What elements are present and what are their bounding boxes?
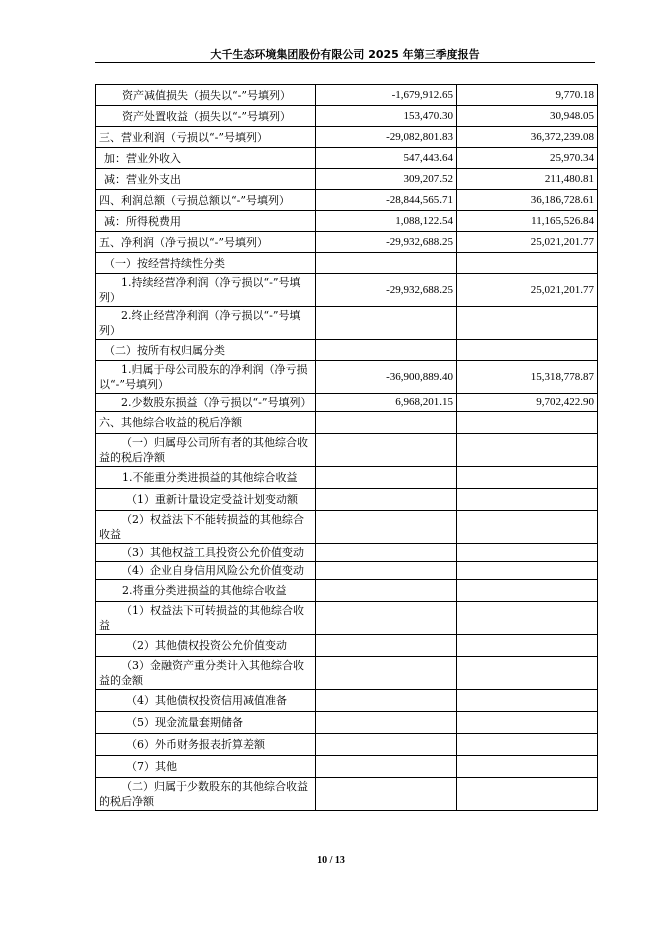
row-label: 三、营业利润（亏损以“-”号填列） [96,127,316,148]
table-row [96,635,598,657]
table-row [96,412,598,434]
prior-value: 25,021,201.77 [457,232,598,253]
prior-value: 30,948.05 [457,106,598,127]
table-row [96,232,598,253]
current-value [316,756,457,778]
prior-value [457,657,598,690]
current-value: 547,443.64 [316,148,457,169]
row-label: （6）外币财务报表折算差额 [96,734,316,756]
prior-value [457,690,598,712]
current-value [316,467,457,489]
table-row [96,562,598,580]
prior-value: 11,165,526.84 [457,211,598,232]
row-label: 1.不能重分类进损益的其他综合收益 [96,467,316,489]
prior-value [457,562,598,580]
table-row [96,85,598,106]
prior-value [457,602,598,635]
header-rule [95,62,595,63]
current-value [316,635,457,657]
current-value [316,690,457,712]
row-label: （3）金融资产重分类计入其他综合收益的金额 [96,657,316,690]
table-row [96,148,598,169]
prior-value [457,734,598,756]
row-label: （二）按所有权归属分类 [96,340,316,361]
row-label: 1.持续经营净利润（净亏损以“-”号填列） [96,274,316,307]
row-label: （7）其他 [96,756,316,778]
table-row [96,712,598,734]
prior-value [457,467,598,489]
row-label: （一）按经营持续性分类 [96,253,316,274]
row-label: 四、利润总额（亏损总额以“-”号填列） [96,190,316,211]
prior-value [457,307,598,340]
table-row [96,169,598,190]
table-row [96,394,598,412]
row-label: 2.终止经营净利润（净亏损以“-”号填列） [96,307,316,340]
table-row [96,467,598,489]
current-value: 1,088,122.54 [316,211,457,232]
current-value [316,562,457,580]
table-row [96,756,598,778]
row-label: （2）权益法下不能转损益的其他综合收益 [96,511,316,544]
prior-value: 211,480.81 [457,169,598,190]
row-label: 减：营业外支出 [96,169,316,190]
current-value [316,489,457,511]
prior-value: 25,021,201.77 [457,274,598,307]
prior-value [457,340,598,361]
current-value [316,580,457,602]
current-value: -29,082,801.83 [316,127,457,148]
table-row [96,511,598,544]
prior-value: 15,318,778.87 [457,361,598,394]
table-row [96,580,598,602]
current-value: -36,900,889.40 [316,361,457,394]
prior-value [457,756,598,778]
current-value: -1,679,912.65 [316,85,457,106]
prior-value [457,580,598,602]
current-value [316,734,457,756]
row-label: （二）归属于少数股东的其他综合收益的税后净额 [96,778,316,811]
income-statement-table [95,84,598,811]
table-row [96,361,598,394]
table-row [96,602,598,635]
current-value: -29,932,688.25 [316,274,457,307]
table-row [96,274,598,307]
row-label: 六、其他综合收益的税后净额 [96,412,316,434]
prior-value [457,712,598,734]
table-row [96,690,598,712]
table-row [96,434,598,467]
row-label: （4）企业自身信用风险公允价值变动 [96,562,316,580]
row-label: （一）归属母公司所有者的其他综合收益的税后净额 [96,434,316,467]
prior-value [457,489,598,511]
prior-value: 9,770.18 [457,85,598,106]
current-value [316,778,457,811]
current-value [316,657,457,690]
table-row [96,253,598,274]
table-row [96,489,598,511]
current-value: 309,207.52 [316,169,457,190]
table-row [96,734,598,756]
prior-value: 25,970.34 [457,148,598,169]
row-label: （1）重新计量设定受益计划变动额 [96,489,316,511]
current-value: 153,470.30 [316,106,457,127]
table-row [96,190,598,211]
current-value: -28,844,565.71 [316,190,457,211]
current-value: 6,968,201.15 [316,394,457,412]
prior-value: 9,702,422.90 [457,394,598,412]
table-row [96,211,598,232]
table-row [96,657,598,690]
current-value [316,340,457,361]
prior-value [457,511,598,544]
row-label: 加：营业外收入 [96,148,316,169]
row-label: 2.少数股东损益（净亏损以“-”号填列） [96,394,316,412]
current-value: -29,932,688.25 [316,232,457,253]
prior-value: 36,186,728.61 [457,190,598,211]
row-label: 减：所得税费用 [96,211,316,232]
table-row [96,106,598,127]
current-value [316,253,457,274]
prior-value [457,434,598,467]
row-label: 资产减值损失（损失以“-”号填列） [96,85,316,106]
current-value [316,712,457,734]
prior-value [457,412,598,434]
row-label: （5）现金流量套期储备 [96,712,316,734]
table-row [96,544,598,562]
current-value [316,544,457,562]
prior-value [457,635,598,657]
prior-value [457,253,598,274]
row-label: 1.归属于母公司股东的净利润（净亏损以“-”号填列） [96,361,316,394]
row-label: （1）权益法下可转损益的其他综合收益 [96,602,316,635]
prior-value [457,544,598,562]
row-label: 资产处置收益（损失以“-”号填列） [96,106,316,127]
report-header-title: 大千生态环境集团股份有限公司 2025 年第三季度报告 [210,48,480,61]
row-label: （4）其他债权投资信用减值准备 [96,690,316,712]
table-row [96,307,598,340]
table-row [96,340,598,361]
prior-value [457,778,598,811]
current-value [316,434,457,467]
current-value [316,602,457,635]
row-label: （2）其他债权投资公允价值变动 [96,635,316,657]
row-label: （3）其他权益工具投资公允价值变动 [96,544,316,562]
current-value [316,412,457,434]
table-row [96,778,598,811]
page-number: 10 / 13 [317,855,345,866]
current-value [316,307,457,340]
table-row [96,127,598,148]
row-label: 五、净利润（净亏损以“-”号填列） [96,232,316,253]
row-label: 2.将重分类进损益的其他综合收益 [96,580,316,602]
current-value [316,511,457,544]
prior-value: 36,372,239.08 [457,127,598,148]
